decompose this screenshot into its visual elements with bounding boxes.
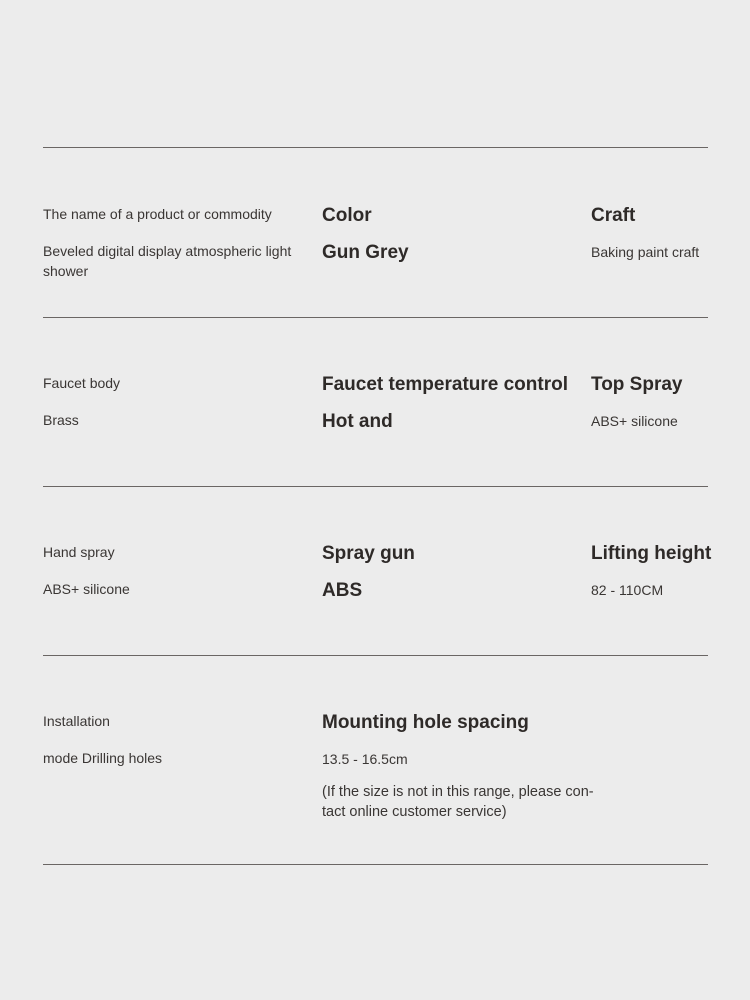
divider-top: [43, 147, 708, 148]
faucet-body-label: Faucet body: [43, 375, 121, 391]
color-value: Gun Grey: [322, 242, 409, 263]
top-spray-value: ABS+ silicone: [591, 413, 678, 429]
mounting-hole-note: (If the size is not in this range, please con-tact online customer service): [322, 784, 594, 820]
faucet-body-value: Brass: [43, 412, 79, 428]
installation-label: Installation: [43, 713, 110, 729]
craft-value: Baking paint craft: [591, 244, 700, 260]
top-spray-heading: Top Spray: [591, 374, 683, 395]
installation-value: mode Drilling holes: [43, 750, 163, 766]
product-name-value: Beveled digital display atmospheric light shower: [43, 243, 292, 279]
divider-bottom: [43, 864, 708, 865]
temperature-control-value: Hot and: [322, 411, 393, 432]
divider-2: [43, 486, 708, 487]
color-heading: Color: [322, 205, 372, 226]
hand-spray-label: Hand spray: [43, 544, 115, 560]
spray-gun-value: ABS: [322, 580, 363, 601]
craft-heading: Craft: [591, 205, 636, 226]
hand-spray-value: ABS+ silicone: [43, 581, 130, 597]
lifting-height-heading: Lifting height: [591, 543, 712, 564]
mounting-hole-heading: Mounting hole spacing: [322, 712, 529, 733]
temperature-control-heading: Faucet temperature control: [322, 374, 568, 395]
product-name-label: The name of a product or commodity: [43, 206, 272, 222]
spray-gun-heading: Spray gun: [322, 543, 415, 564]
divider-1: [43, 317, 708, 318]
mounting-hole-value: 13.5 - 16.5cm: [322, 751, 408, 767]
divider-3: [43, 655, 708, 656]
lifting-height-value: 82 - 110CM: [591, 582, 664, 598]
